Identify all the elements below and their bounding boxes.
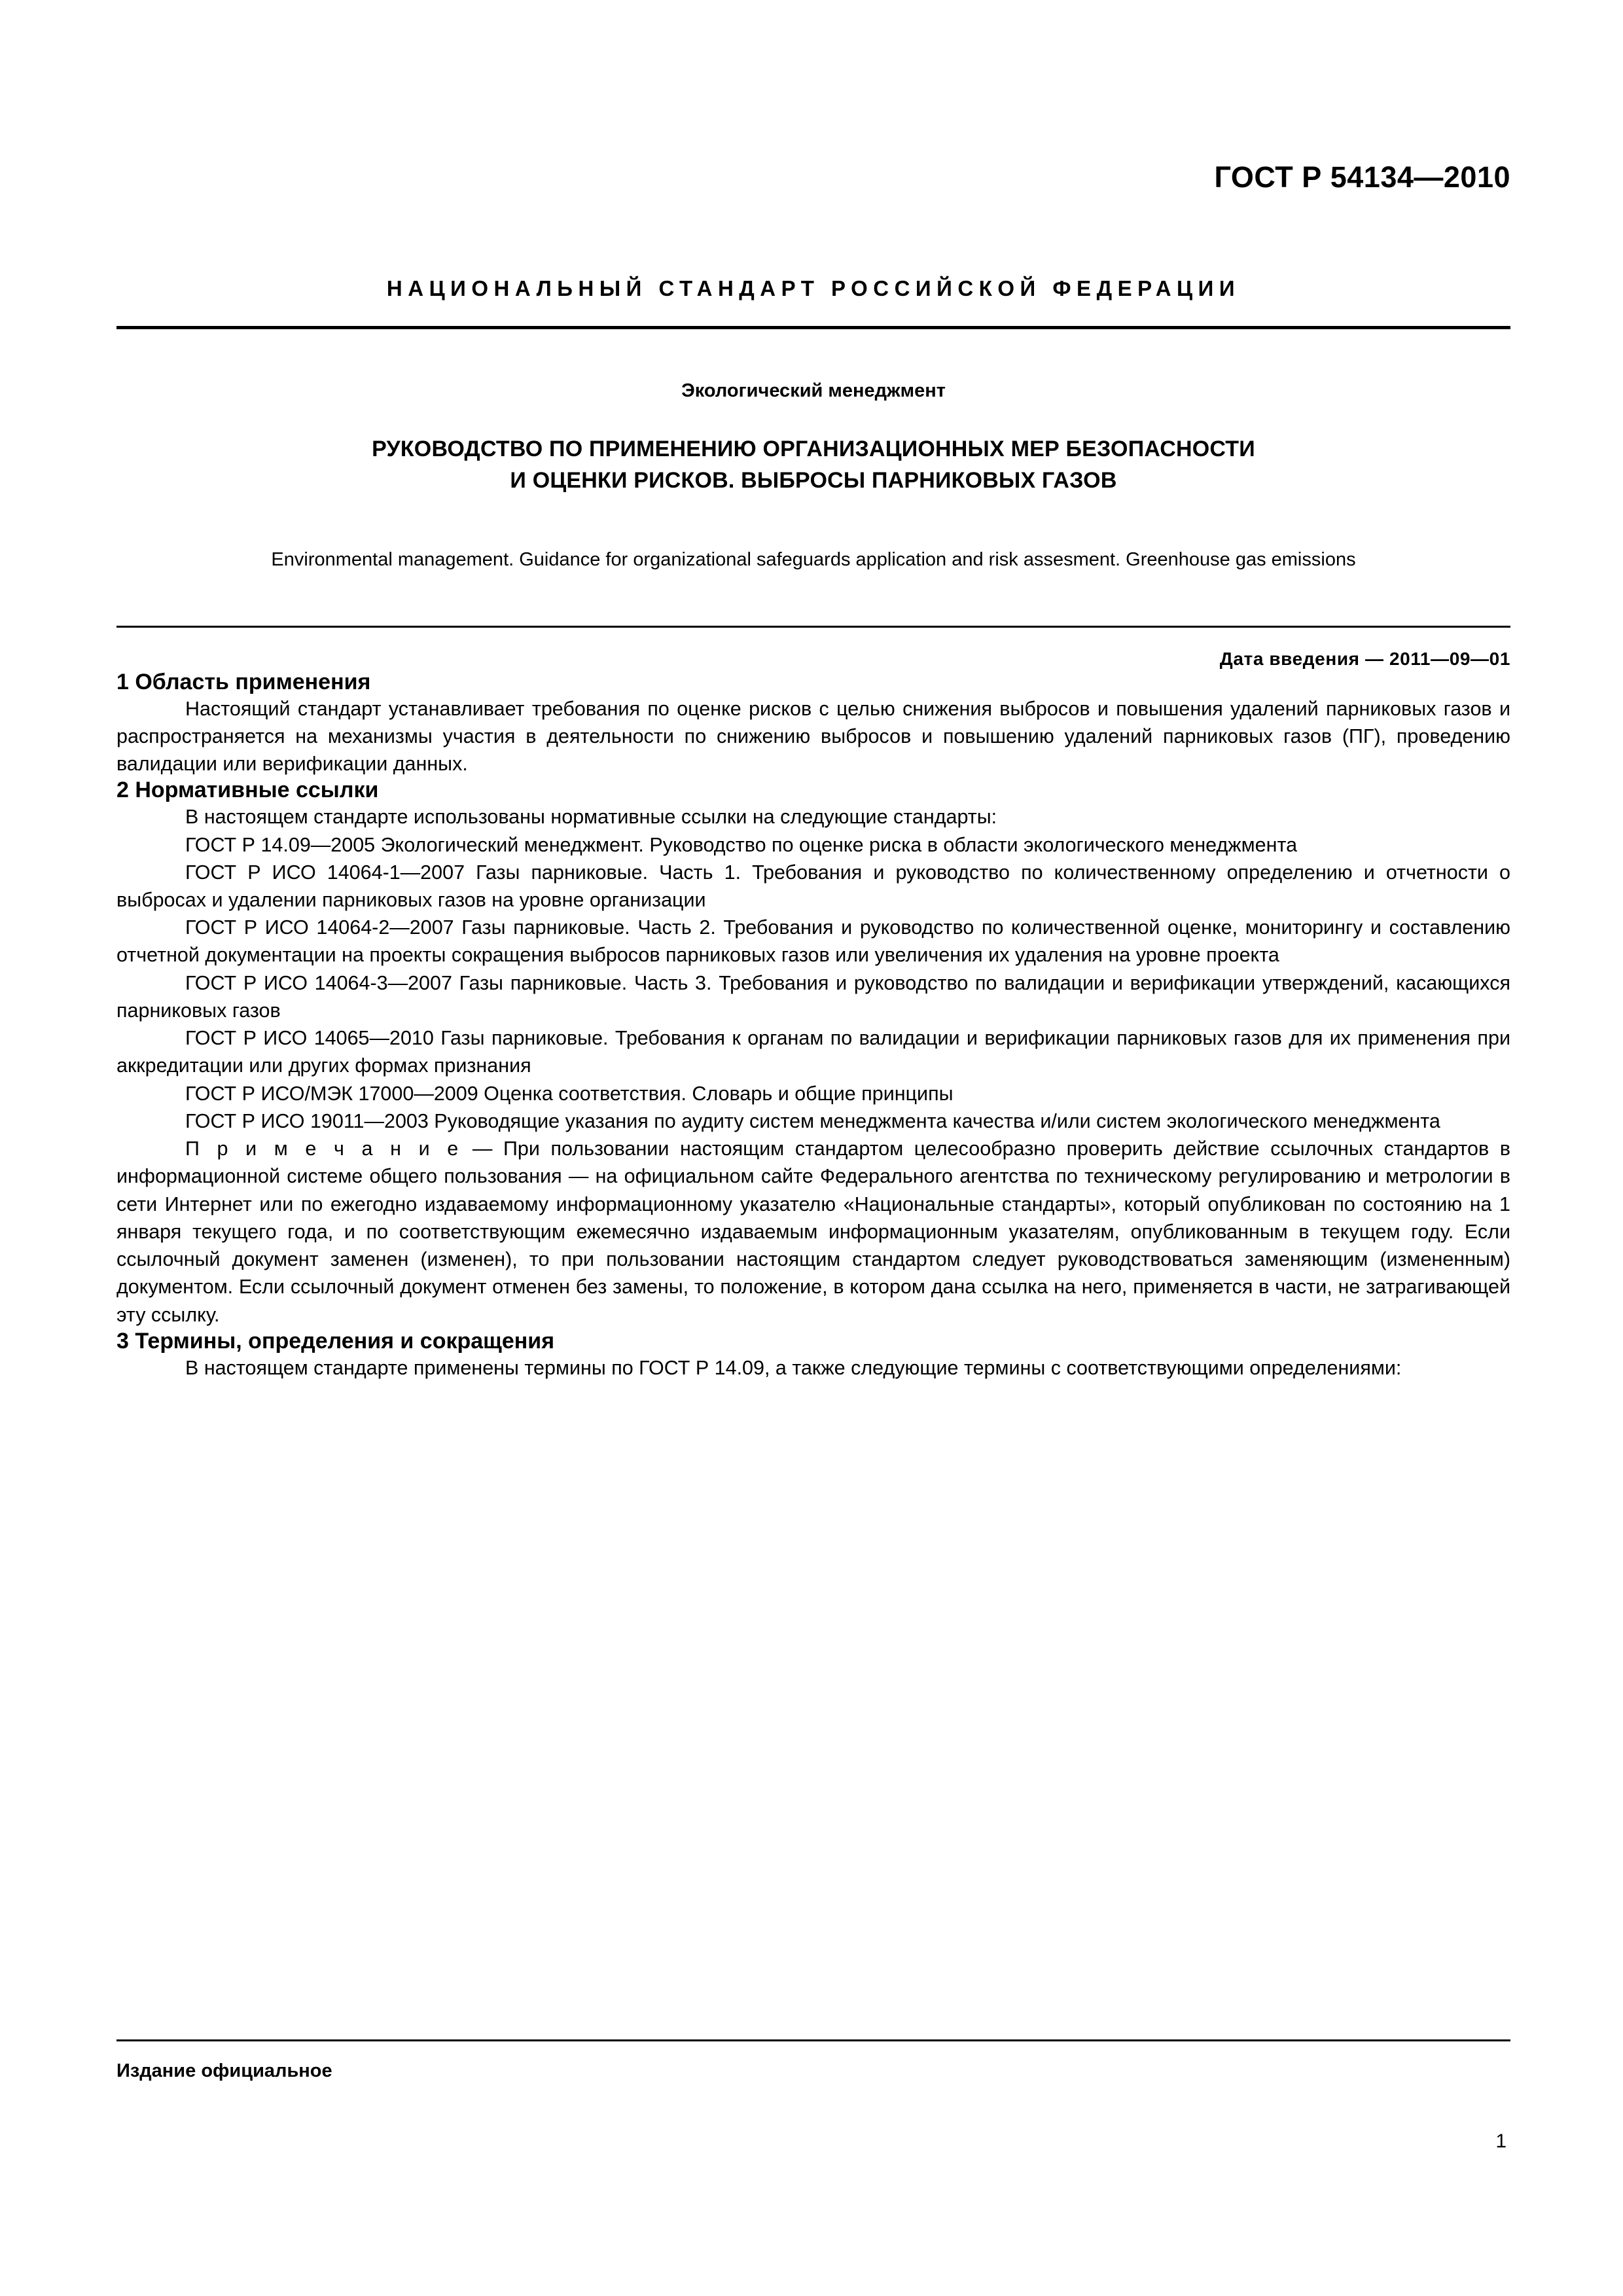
document-subject: Экологический менеджмент [681, 380, 946, 401]
reference-item: ГОСТ Р 14.09—2005 Экологический менеджмент. Руководство по оценке риска в области экологического менеджмента [185, 833, 1298, 856]
section-2-note [116, 1135, 1510, 1329]
note-text: — При пользовании настоящим стандартом целесообразно проверить действие ссылочных стандартов в информационной системе общего пользования — на официальном сайте Федерального агентства по техническому регулированию и метрологии в сети Интернет или по ежегодно издаваемому информационному указателю «Национальные стандарты», который опубликован по состоянию на 1 января текущего года, и по соответствующим ежемесячно издаваемым информационным указателям, опубликованным в текущем году. Если ссылочный документ заменен (изменен), то при пользовании настоящим стандартом следует руководствоваться заменяющим (измененным) документом. Если ссылочный документ отменен без замены, то положение, в котором дана ссылка на него, применяется в части, не затрагивающей эту ссылку. [116, 1138, 1510, 1326]
document-title-ru-line2: И ОЦЕНКИ РИСКОВ. ВЫБРОСЫ ПАРНИКОВЫХ ГАЗОВ [510, 468, 1117, 493]
edition-note: Издание официальное [116, 2060, 332, 2081]
reference-item: ГОСТ Р ИСО 14064-2—2007 Газы парниковые. Часть 2. Требования и руководство по количественной оценке, мониторингу и составлению отчетной документации на проекты сокращения выбросов парниковых газов или увеличения их удаления на уровне проекта [116, 916, 1510, 967]
page-number: 1 [1495, 2130, 1507, 2152]
page-content [116, 0, 1510, 1382]
footer-divider [116, 2039, 1510, 2041]
document-title-en: Environmental management. Guidance for organizational safeguards application and risk assesment. Greenhouse gas emissions [271, 548, 1356, 570]
reference-item: ГОСТ Р ИСО/МЭК 17000—2009 Оценка соответствия. Словарь и общие принципы [185, 1082, 954, 1105]
header-divider-thick [116, 326, 1510, 329]
section-3-paragraph: В настоящем стандарте применены термины по ГОСТ Р 14.09, а также следующие термины с соответствующими определениями: [185, 1356, 1402, 1379]
title-divider [116, 626, 1510, 628]
section-heading-1: 1 Область применения [116, 669, 371, 694]
section-heading-2: 2 Нормативные ссылки [116, 778, 379, 803]
document-title-ru-line1: РУКОВОДСТВО ПО ПРИМЕНЕНИЮ ОРГАНИЗАЦИОННЫХ МЕР БЕЗОПАСНОСТИ [372, 437, 1255, 461]
section-2-intro: В настоящем стандарте использованы нормативные ссылки на следующие стандарты: [185, 806, 997, 829]
reference-item: ГОСТ Р ИСО 14065—2010 Газы парниковые. Требования к органам по валидации и верификации парниковых газов для их применения при аккредитации или других формах признания [116, 1027, 1510, 1077]
reference-item: ГОСТ Р ИСО 14064-3—2007 Газы парниковые. Часть 3. Требования и руководство по валидации и верификации утверждений, касающихся парниковых газов [116, 971, 1510, 1022]
reference-item: ГОСТ Р ИСО 19011—2003 Руководящие указания по аудиту систем менеджмента качества и/или систем экологического менеджмента [185, 1109, 1440, 1132]
section-1-paragraph: Настоящий стандарт устанавливает требования по оценке рисков с целью снижения выбросов и повышения удалений парниковых газов и распространяется на механизмы участия в деятельности по снижению выбросов и повышению удалений парниковых газов (ПГ), проведению валидации или верификации данных. [116, 697, 1510, 776]
introduction-date: Дата введения — 2011—09—01 [1219, 648, 1510, 669]
section-heading-3: 3 Термины, определения и сокращения [116, 1328, 555, 1354]
document-code: ГОСТ Р 54134—2010 [1214, 160, 1510, 194]
note-label: П р и м е ч а н и е [185, 1138, 462, 1160]
document-title-ru [116, 433, 1510, 497]
national-standard-heading: НАЦИОНАЛЬНЫЙ СТАНДАРТ РОССИЙСКОЙ ФЕДЕРАЦИИ [386, 276, 1241, 300]
reference-item: ГОСТ Р ИСО 14064-1—2007 Газы парниковые. Часть 1. Требования и руководство по количественному определению и отчетности о выбросах и удалении парниковых газов на уровне организации [116, 861, 1510, 911]
